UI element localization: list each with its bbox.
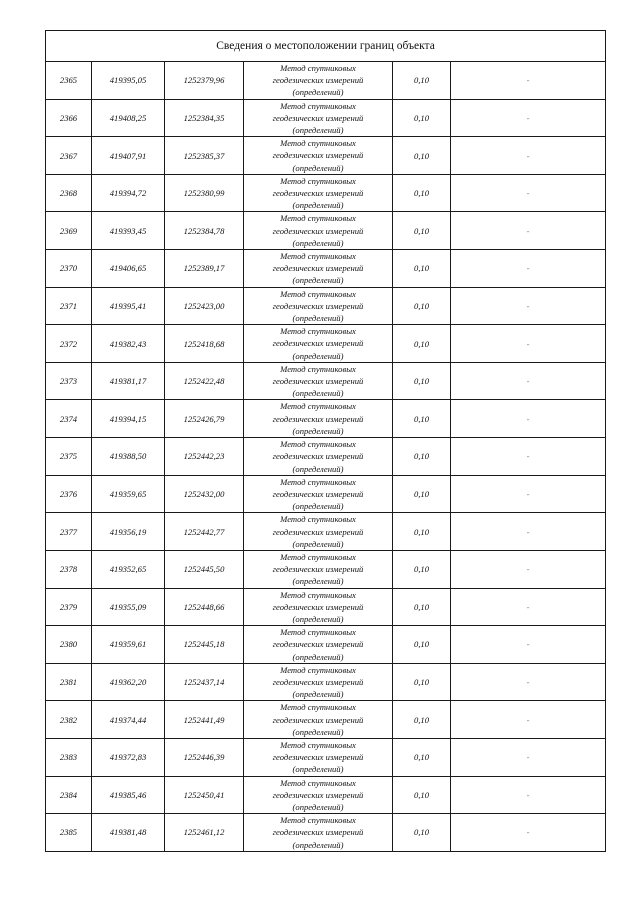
coord-x: 419395,41 bbox=[92, 287, 165, 325]
point-number: 2369 bbox=[46, 212, 92, 250]
note-cell: - bbox=[451, 400, 606, 438]
accuracy: 0,10 bbox=[393, 250, 451, 288]
method-line: геодезических измерений bbox=[272, 451, 364, 462]
method-cell bbox=[244, 325, 393, 363]
note-cell: - bbox=[451, 174, 606, 212]
method-line: (определений) bbox=[292, 313, 344, 324]
method-line: (определений) bbox=[292, 651, 344, 662]
accuracy: 0,10 bbox=[393, 325, 451, 363]
point-number: 2376 bbox=[46, 475, 92, 513]
method-line: Метод спутниковых bbox=[280, 251, 356, 262]
point-number: 2374 bbox=[46, 400, 92, 438]
note-cell: - bbox=[451, 626, 606, 664]
method-line: (определений) bbox=[292, 764, 344, 775]
point-number: 2366 bbox=[46, 99, 92, 137]
method-cell bbox=[244, 513, 393, 551]
document-page bbox=[45, 30, 605, 852]
point-number: 2380 bbox=[46, 626, 92, 664]
table-title: Сведения о местоположении границ объекта bbox=[46, 31, 606, 62]
method-line: геодезических измерений bbox=[272, 526, 364, 537]
method-line: (определений) bbox=[292, 576, 344, 587]
coord-y: 1252437,14 bbox=[165, 663, 244, 701]
method-cell bbox=[244, 701, 393, 739]
method-line: Метод спутниковых bbox=[280, 739, 356, 750]
method-line: (определений) bbox=[292, 125, 344, 136]
method-line: (определений) bbox=[292, 501, 344, 512]
note-cell: - bbox=[451, 588, 606, 626]
method-cell bbox=[244, 212, 393, 250]
accuracy: 0,10 bbox=[393, 99, 451, 137]
point-number: 2385 bbox=[46, 814, 92, 852]
method-line: Метод спутниковых bbox=[280, 777, 356, 788]
point-number: 2381 bbox=[46, 663, 92, 701]
accuracy: 0,10 bbox=[393, 475, 451, 513]
table-row bbox=[46, 550, 606, 588]
point-number: 2372 bbox=[46, 325, 92, 363]
method-line: (определений) bbox=[292, 613, 344, 624]
method-line: геодезических измерений bbox=[272, 564, 364, 575]
method-line: Метод спутниковых bbox=[280, 138, 356, 149]
method-line: геодезических измерений bbox=[272, 150, 364, 161]
method-cell bbox=[244, 814, 393, 852]
method-line: Метод спутниковых bbox=[280, 100, 356, 111]
method-line: (определений) bbox=[292, 726, 344, 737]
accuracy: 0,10 bbox=[393, 400, 451, 438]
method-cell bbox=[244, 550, 393, 588]
accuracy: 0,10 bbox=[393, 814, 451, 852]
method-line: геодезических измерений bbox=[272, 188, 364, 199]
accuracy: 0,10 bbox=[393, 663, 451, 701]
note-cell: - bbox=[451, 550, 606, 588]
coord-y: 1252445,50 bbox=[165, 550, 244, 588]
method-line: Метод спутниковых bbox=[280, 664, 356, 675]
coord-x: 419407,91 bbox=[92, 137, 165, 175]
coord-y: 1252442,23 bbox=[165, 438, 244, 476]
method-line: (определений) bbox=[292, 350, 344, 361]
method-line: геодезических измерений bbox=[272, 789, 364, 800]
coord-y: 1252446,39 bbox=[165, 738, 244, 776]
method-cell bbox=[244, 663, 393, 701]
method-cell bbox=[244, 137, 393, 175]
method-line: (определений) bbox=[292, 388, 344, 399]
method-cell bbox=[244, 62, 393, 100]
point-number: 2373 bbox=[46, 362, 92, 400]
method-line: Метод спутниковых bbox=[280, 63, 356, 73]
note-cell: - bbox=[451, 776, 606, 814]
coord-x: 419382,43 bbox=[92, 325, 165, 363]
note-cell: - bbox=[451, 325, 606, 363]
method-line: (определений) bbox=[292, 162, 344, 173]
accuracy: 0,10 bbox=[393, 287, 451, 325]
method-line: (определений) bbox=[292, 237, 344, 248]
note-cell: - bbox=[451, 99, 606, 137]
method-line: Метод спутниковых bbox=[280, 589, 356, 600]
coord-x: 419406,65 bbox=[92, 250, 165, 288]
table-title-row bbox=[46, 31, 606, 62]
point-number: 2377 bbox=[46, 513, 92, 551]
method-cell bbox=[244, 174, 393, 212]
method-line: Метод спутниковых bbox=[280, 627, 356, 638]
method-line: геодезических измерений bbox=[272, 263, 364, 274]
method-line: геодезических измерений bbox=[272, 752, 364, 763]
coord-x: 419394,72 bbox=[92, 174, 165, 212]
note-cell: - bbox=[451, 62, 606, 100]
coord-x: 419374,44 bbox=[92, 701, 165, 739]
table-row bbox=[46, 513, 606, 551]
method-cell bbox=[244, 250, 393, 288]
accuracy: 0,10 bbox=[393, 776, 451, 814]
table-row bbox=[46, 99, 606, 137]
accuracy: 0,10 bbox=[393, 550, 451, 588]
coord-y: 1252385,37 bbox=[165, 137, 244, 175]
coord-y: 1252384,78 bbox=[165, 212, 244, 250]
method-line: геодезических измерений bbox=[272, 376, 364, 387]
point-number: 2378 bbox=[46, 550, 92, 588]
point-number: 2383 bbox=[46, 738, 92, 776]
method-cell bbox=[244, 588, 393, 626]
accuracy: 0,10 bbox=[393, 212, 451, 250]
note-cell: - bbox=[451, 663, 606, 701]
method-line: геодезических измерений bbox=[272, 676, 364, 687]
coord-x: 419359,65 bbox=[92, 475, 165, 513]
method-cell bbox=[244, 287, 393, 325]
accuracy: 0,10 bbox=[393, 701, 451, 739]
coord-y: 1252442,77 bbox=[165, 513, 244, 551]
method-line: Метод спутниковых bbox=[280, 815, 356, 826]
method-cell bbox=[244, 776, 393, 814]
point-number: 2379 bbox=[46, 588, 92, 626]
coord-x: 419356,19 bbox=[92, 513, 165, 551]
point-number: 2382 bbox=[46, 701, 92, 739]
coord-y: 1252423,00 bbox=[165, 287, 244, 325]
point-number: 2367 bbox=[46, 137, 92, 175]
table-row bbox=[46, 325, 606, 363]
coord-y: 1252432,00 bbox=[165, 475, 244, 513]
method-cell bbox=[244, 626, 393, 664]
method-line: Метод спутниковых bbox=[280, 702, 356, 713]
table-row bbox=[46, 438, 606, 476]
method-cell bbox=[244, 738, 393, 776]
method-cell bbox=[244, 475, 393, 513]
accuracy: 0,10 bbox=[393, 513, 451, 551]
coord-y: 1252461,12 bbox=[165, 814, 244, 852]
table-row bbox=[46, 174, 606, 212]
coord-y: 1252450,41 bbox=[165, 776, 244, 814]
coord-x: 419393,45 bbox=[92, 212, 165, 250]
coord-x: 419381,17 bbox=[92, 362, 165, 400]
coord-x: 419355,09 bbox=[92, 588, 165, 626]
table-row bbox=[46, 588, 606, 626]
table-row bbox=[46, 626, 606, 664]
method-line: геодезических измерений bbox=[272, 601, 364, 612]
method-line: (определений) bbox=[292, 689, 344, 700]
coord-x: 419372,83 bbox=[92, 738, 165, 776]
method-line: Метод спутниковых bbox=[280, 363, 356, 374]
method-line: Метод спутниковых bbox=[280, 439, 356, 450]
method-line: Метод спутниковых bbox=[280, 326, 356, 337]
coord-y: 1252418,68 bbox=[165, 325, 244, 363]
method-line: (определений) bbox=[292, 538, 344, 549]
method-line: Метод спутниковых bbox=[280, 288, 356, 299]
method-line: (определений) bbox=[292, 87, 344, 98]
method-line: (определений) bbox=[292, 463, 344, 474]
table-row bbox=[46, 287, 606, 325]
point-number: 2365 bbox=[46, 62, 92, 100]
coord-y: 1252389,17 bbox=[165, 250, 244, 288]
method-line: Метод спутниковых bbox=[280, 551, 356, 562]
coord-y: 1252426,79 bbox=[165, 400, 244, 438]
method-line: геодезических измерений bbox=[272, 338, 364, 349]
method-line: Метод спутниковых bbox=[280, 213, 356, 224]
coord-x: 419394,15 bbox=[92, 400, 165, 438]
method-line: геодезических измерений bbox=[272, 639, 364, 650]
accuracy: 0,10 bbox=[393, 438, 451, 476]
table-row bbox=[46, 776, 606, 814]
method-line: геодезических измерений bbox=[272, 714, 364, 725]
note-cell: - bbox=[451, 814, 606, 852]
note-cell: - bbox=[451, 438, 606, 476]
coord-x: 419352,65 bbox=[92, 550, 165, 588]
note-cell: - bbox=[451, 738, 606, 776]
method-line: Метод спутниковых bbox=[280, 514, 356, 525]
table-row bbox=[46, 62, 606, 100]
table-row bbox=[46, 701, 606, 739]
method-line: Метод спутниковых bbox=[280, 401, 356, 412]
coord-x: 419362,20 bbox=[92, 663, 165, 701]
method-cell bbox=[244, 99, 393, 137]
method-cell bbox=[244, 400, 393, 438]
table-row bbox=[46, 814, 606, 852]
table-row bbox=[46, 250, 606, 288]
accuracy: 0,10 bbox=[393, 626, 451, 664]
note-cell: - bbox=[451, 513, 606, 551]
coord-x: 419385,46 bbox=[92, 776, 165, 814]
boundary-table bbox=[45, 30, 606, 852]
table-row bbox=[46, 137, 606, 175]
coord-x: 419395,05 bbox=[92, 62, 165, 100]
method-line: (определений) bbox=[292, 801, 344, 812]
method-line: геодезических измерений bbox=[272, 112, 364, 123]
coord-y: 1252422,48 bbox=[165, 362, 244, 400]
method-line: геодезических измерений bbox=[272, 488, 364, 499]
note-cell: - bbox=[451, 212, 606, 250]
point-number: 2384 bbox=[46, 776, 92, 814]
accuracy: 0,10 bbox=[393, 62, 451, 100]
accuracy: 0,10 bbox=[393, 362, 451, 400]
coord-x: 419359,61 bbox=[92, 626, 165, 664]
note-cell: - bbox=[451, 250, 606, 288]
point-number: 2368 bbox=[46, 174, 92, 212]
point-number: 2370 bbox=[46, 250, 92, 288]
method-cell bbox=[244, 438, 393, 476]
point-number: 2375 bbox=[46, 438, 92, 476]
method-line: (определений) bbox=[292, 200, 344, 211]
table-row bbox=[46, 362, 606, 400]
method-line: (определений) bbox=[292, 425, 344, 436]
method-line: геодезических измерений bbox=[272, 225, 364, 236]
method-line: геодезических измерений bbox=[272, 827, 364, 838]
note-cell: - bbox=[451, 287, 606, 325]
method-line: Метод спутниковых bbox=[280, 476, 356, 487]
method-line: (определений) bbox=[292, 275, 344, 286]
method-line: геодезических измерений bbox=[272, 300, 364, 311]
accuracy: 0,10 bbox=[393, 174, 451, 212]
accuracy: 0,10 bbox=[393, 137, 451, 175]
coord-x: 419408,25 bbox=[92, 99, 165, 137]
coord-x: 419381,48 bbox=[92, 814, 165, 852]
method-line: геодезических измерений bbox=[272, 75, 364, 86]
coord-y: 1252379,96 bbox=[165, 62, 244, 100]
accuracy: 0,10 bbox=[393, 588, 451, 626]
method-line: (определений) bbox=[292, 839, 344, 850]
note-cell: - bbox=[451, 362, 606, 400]
table-row bbox=[46, 475, 606, 513]
note-cell: - bbox=[451, 137, 606, 175]
point-number: 2371 bbox=[46, 287, 92, 325]
coord-x: 419388,50 bbox=[92, 438, 165, 476]
coord-y: 1252384,35 bbox=[165, 99, 244, 137]
method-cell bbox=[244, 362, 393, 400]
accuracy: 0,10 bbox=[393, 738, 451, 776]
table-row bbox=[46, 663, 606, 701]
coord-y: 1252380,99 bbox=[165, 174, 244, 212]
note-cell: - bbox=[451, 701, 606, 739]
table-row bbox=[46, 400, 606, 438]
method-line: геодезических измерений bbox=[272, 413, 364, 424]
coord-y: 1252441,49 bbox=[165, 701, 244, 739]
table-row bbox=[46, 212, 606, 250]
coord-y: 1252448,66 bbox=[165, 588, 244, 626]
method-line: Метод спутниковых bbox=[280, 175, 356, 186]
coord-y: 1252445,18 bbox=[165, 626, 244, 664]
note-cell: - bbox=[451, 475, 606, 513]
table-row bbox=[46, 738, 606, 776]
